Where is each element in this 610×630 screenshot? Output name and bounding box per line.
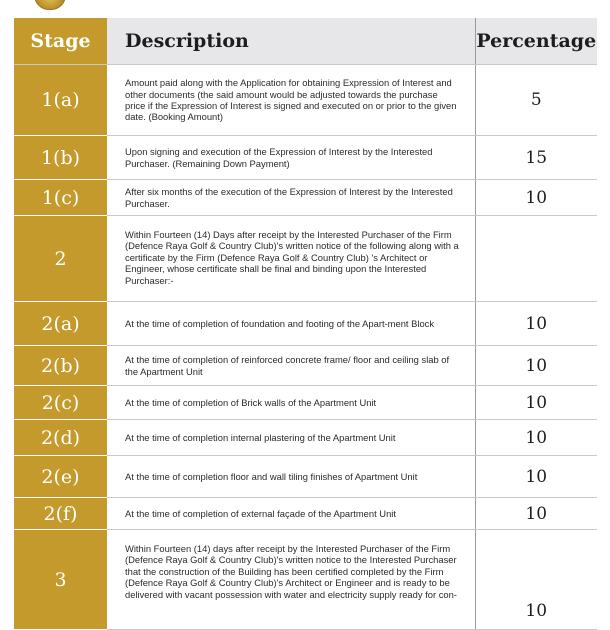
table-row (14, 136, 597, 180)
percentage-cell: 10 (475, 530, 597, 630)
percentage-cell: 15 (475, 136, 597, 180)
description-cell: Within Fourteen (14) days after receipt by the Interested Purchaser of the Firm (Defence Raya Golf & Country Club)'s written notice to the Interested Purchaser that the construction of the Building has been certified completed by the Firm (Defence Raya Golf & Country Club)'s Architect or Engineer and is ready to be delivered with vacant possession with water and electricity supply ready for con- (107, 530, 475, 630)
description-column-header: Description (107, 18, 475, 65)
percentage-cell: 10 (475, 386, 597, 420)
percentage-cell: 10 (475, 498, 597, 530)
table-row (14, 302, 597, 346)
table-row (14, 346, 597, 386)
percentage-cell: 5 (475, 65, 597, 136)
percentage-cell: 10 (475, 456, 597, 498)
description-cell: At the time of completion of reinforced concrete frame/ floor and ceiling slab of the Apartment Unit (107, 346, 475, 386)
table-row (14, 420, 597, 456)
stage-cell: 2(d) (14, 420, 107, 456)
brand-logo (34, 0, 66, 10)
table-row (14, 530, 597, 630)
percentage-cell: 10 (475, 180, 597, 216)
description-cell: At the time of completion of external façade of the Apartment Unit (107, 498, 475, 530)
stage-cell: 2 (14, 216, 107, 302)
table-row (14, 498, 597, 530)
description-cell: At the time of completion of foundation and footing of the Apart-ment Block (107, 302, 475, 346)
description-cell: At the time of completion floor and wall tiling finishes of Apartment Unit (107, 456, 475, 498)
stage-cell: 2(b) (14, 346, 107, 386)
percentage-column-header: Percentage (475, 18, 597, 65)
description-cell: After six months of the execution of the Expression of Interest by the Interested Purchaser. (107, 180, 475, 216)
stage-cell: 2(c) (14, 386, 107, 420)
percentage-cell: 10 (475, 420, 597, 456)
table-row (14, 456, 597, 498)
stage-cell: 1(c) (14, 180, 107, 216)
stage-cell: 1(a) (14, 65, 107, 136)
description-cell: Within Fourteen (14) Days after receipt by the Interested Purchaser of the Firm (Defence Raya Golf & Country Club)'s written notice of the following along with a certificate by the Firm (Defence Raya Golf & Country Club) 's Architect or Engineer, whose certificate shall be final and binding upon the Interested Purchaser:- (107, 216, 475, 302)
description-cell: Upon signing and execution of the Expression of Interest by the Interested Purchaser. (Remaining Down Payment) (107, 136, 475, 180)
stage-cell: 3 (14, 530, 107, 630)
table-row (14, 65, 597, 136)
stage-cell: 2(e) (14, 456, 107, 498)
percentage-cell: 10 (475, 302, 597, 346)
stage-cell: 2(a) (14, 302, 107, 346)
table-header-row (14, 18, 597, 65)
percentage-cell: 10 (475, 346, 597, 386)
payment-schedule-table (14, 18, 597, 630)
table-row (14, 386, 597, 420)
table-row (14, 180, 597, 216)
description-cell: At the time of completion of Brick walls of the Apartment Unit (107, 386, 475, 420)
stage-cell: 1(b) (14, 136, 107, 180)
table-row (14, 216, 597, 302)
percentage-cell (475, 216, 597, 302)
description-cell: At the time of completion internal plastering of the Apartment Unit (107, 420, 475, 456)
description-cell: Amount paid along with the Application for obtaining Expression of Interest and other documents (the said amount would be adjusted towards the purchase price if the Expression of Interest is signed and executed on or prior to the given date. (Booking Amount) (107, 65, 475, 136)
stage-cell: 2(f) (14, 498, 107, 530)
stage-column-header: Stage (14, 18, 107, 65)
